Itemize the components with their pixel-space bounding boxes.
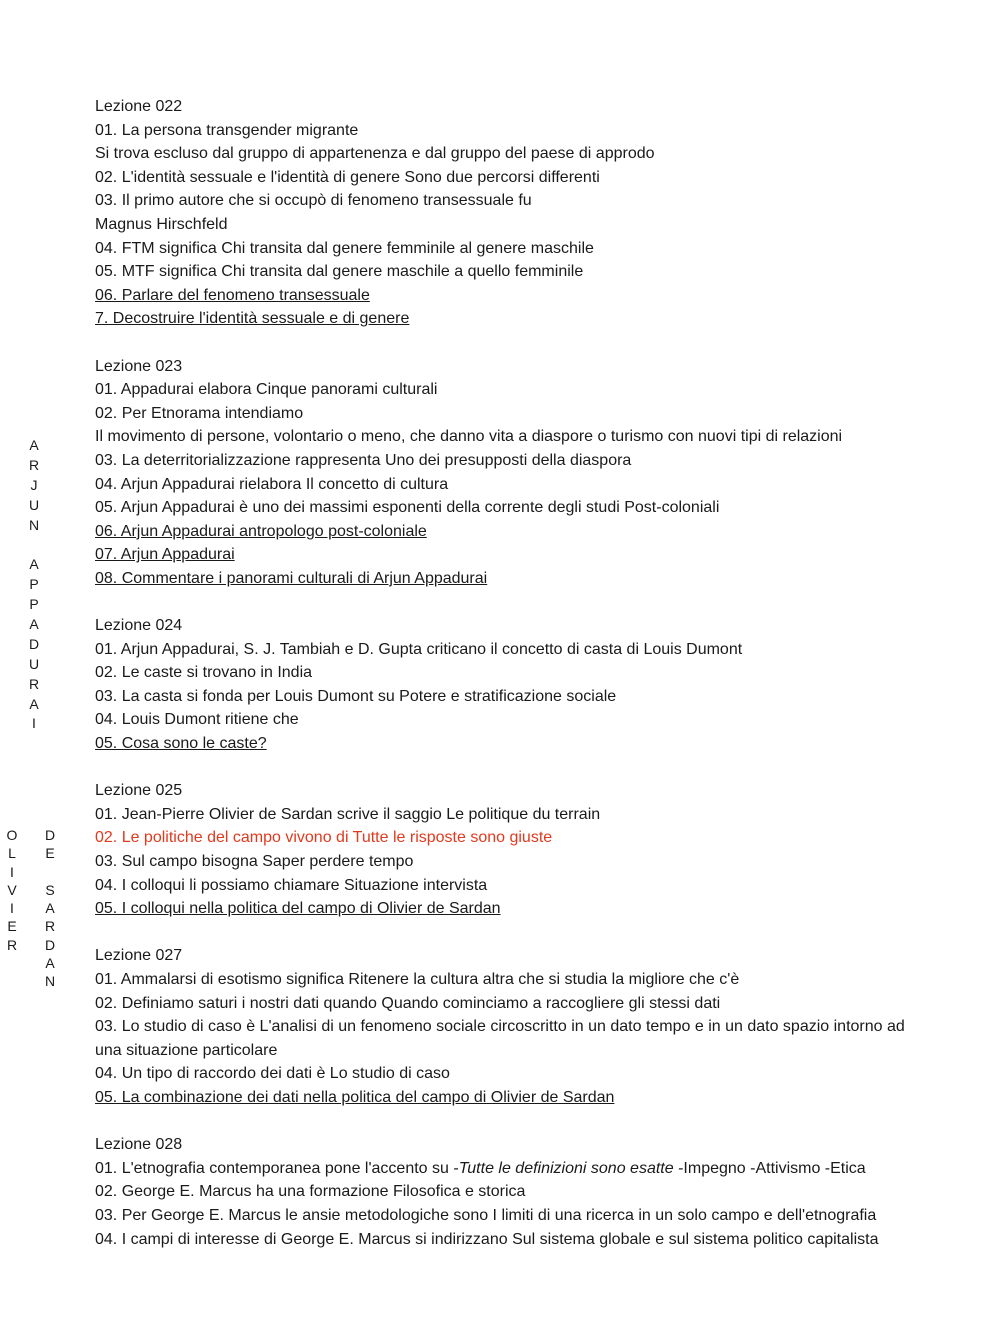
side-label-arjun-appadurai: A R J U N A P P A D U R A I [28,437,40,732]
lesson-title: Lezione 023 [95,357,183,375]
question-line: 03. Il primo autore che si occupò di fenomeno transessuale fu [95,192,532,210]
lesson-022 [95,95,905,331]
question-line: 02. Le caste si trovano in India [95,664,313,682]
lesson-024 [95,614,905,756]
lesson-title: Lezione 022 [95,98,183,115]
question-line: 05. Arjun Appadurai è uno dei massimi esponenti della corrente degli studi Post-coloniali [95,499,720,517]
side-label-olivier: O L I V I E R [6,827,18,953]
lesson-028 [95,1133,905,1251]
question-line: 04. I colloqui li possiamo chiamare Situazione intervista [95,876,488,894]
question-line: 02. George E. Marcus ha una formazione Filosofica e storica [95,1183,526,1201]
document-body [95,95,905,1251]
open-question-link[interactable]: 07. Arjun Appadurai [95,546,235,564]
lesson-title: Lezione 024 [95,617,183,635]
side-label-de-sardan: D E S A R D A N [44,827,56,990]
question-line: 01. Appadurai elabora Cinque panorami culturali [95,381,438,399]
lesson-title: Lezione 027 [95,947,183,965]
question-line: 01. Arjun Appadurai, S. J. Tambiah e D. Gupta criticano il concetto di casta di Louis Dumont [95,640,743,658]
answer-line: Il movimento di persone, volontario o meno, che danno vita a diaspore o turismo con nuovi tipi di relazioni [95,428,843,446]
lesson-023 [95,355,905,591]
question-line: 04. Un tipo di raccordo dei dati è Lo studio di caso [95,1065,450,1083]
open-question-link[interactable]: 06. Parlare del fenomeno transessuale [95,286,370,304]
question-line: 01. La persona transgender migrante [95,121,359,139]
question-line: 01. Jean-Pierre Olivier de Sardan scrive il saggio Le politique du terrain [95,805,601,823]
lesson-title: Lezione 028 [95,1136,183,1154]
open-question-link[interactable]: 06. Arjun Appadurai antropologo post-coloniale [95,522,427,540]
question-line: 04. I campi di interesse di George E. Marcus si indirizzano Sul sistema globale e sul sistema politico capitalista [95,1230,879,1248]
question-line: 04. FTM significa Chi transita dal genere femminile al genere maschile [95,239,594,257]
open-question-link[interactable]: 7. Decostruire l'identità sessuale e di genere [95,310,410,328]
question-line: 03. Per George E. Marcus le ansie metodologiche sono I limiti di una ricerca in un solo campo e dell'etnografia [95,1206,877,1224]
question-line: 05. MTF significa Chi transita dal genere maschile a quello femminile [95,263,584,281]
question-line: 02. Definiamo saturi i nostri dati quando Quando cominciamo a raccogliere gli stessi dati [95,994,721,1012]
highlighted-question-line: 02. Le politiche del campo vivono di Tutte le risposte sono giuste [95,829,553,847]
open-question-link[interactable]: 05. La combinazione dei dati nella politica del campo di Olivier de Sardan [95,1088,615,1106]
lesson-title: Lezione 025 [95,782,183,800]
question-line: 03. La deterritorializzazione rappresenta Uno dei presupposti della diaspora [95,451,632,469]
question-line: 03. La casta si fonda per Louis Dumont su Potere e stratificazione sociale [95,687,617,705]
question-line: 02. L'identità sessuale e l'identità di genere Sono due percorsi differenti [95,168,600,186]
question-line: 02. Per Etnorama intendiamo [95,404,304,422]
emphasized-answer: Tutte le definizioni sono esatte [458,1159,674,1177]
question-line: 03. Sul campo bisogna Saper perdere tempo [95,853,414,870]
open-question-link[interactable]: 05. Cosa sono le caste? [95,735,267,753]
answer-line: Magnus Hirschfeld [95,215,228,233]
question-line: 04. Louis Dumont ritiene che [95,711,299,729]
answer-line: Si trova escluso dal gruppo di appartenenza e dal gruppo del paese di approdo [95,145,655,163]
question-line: 04. Arjun Appadurai rielabora Il concetto di cultura [95,475,449,493]
question-line: 03. Lo studio di caso è L'analisi di un fenomeno sociale circoscritto in un dato tempo e in un dato spazio intorno ad una situazione particolare [95,1018,905,1059]
question-line: 01. L'etnografia contemporanea pone l'accento su -Tutte le definizioni sono esatte -Impegno -Attivismo -Etica [95,1159,866,1177]
lesson-025 [95,779,905,921]
lesson-027 [95,944,905,1109]
open-question-link[interactable]: 08. Commentare i panorami culturali di Arjun Appadurai [95,569,488,587]
open-question-link[interactable]: 05. I colloqui nella politica del campo di Olivier de Sardan [95,900,501,918]
question-line: 01. Ammalarsi di esotismo significa Ritenere la cultura altra che si studia la migliore che c'è [95,970,740,988]
